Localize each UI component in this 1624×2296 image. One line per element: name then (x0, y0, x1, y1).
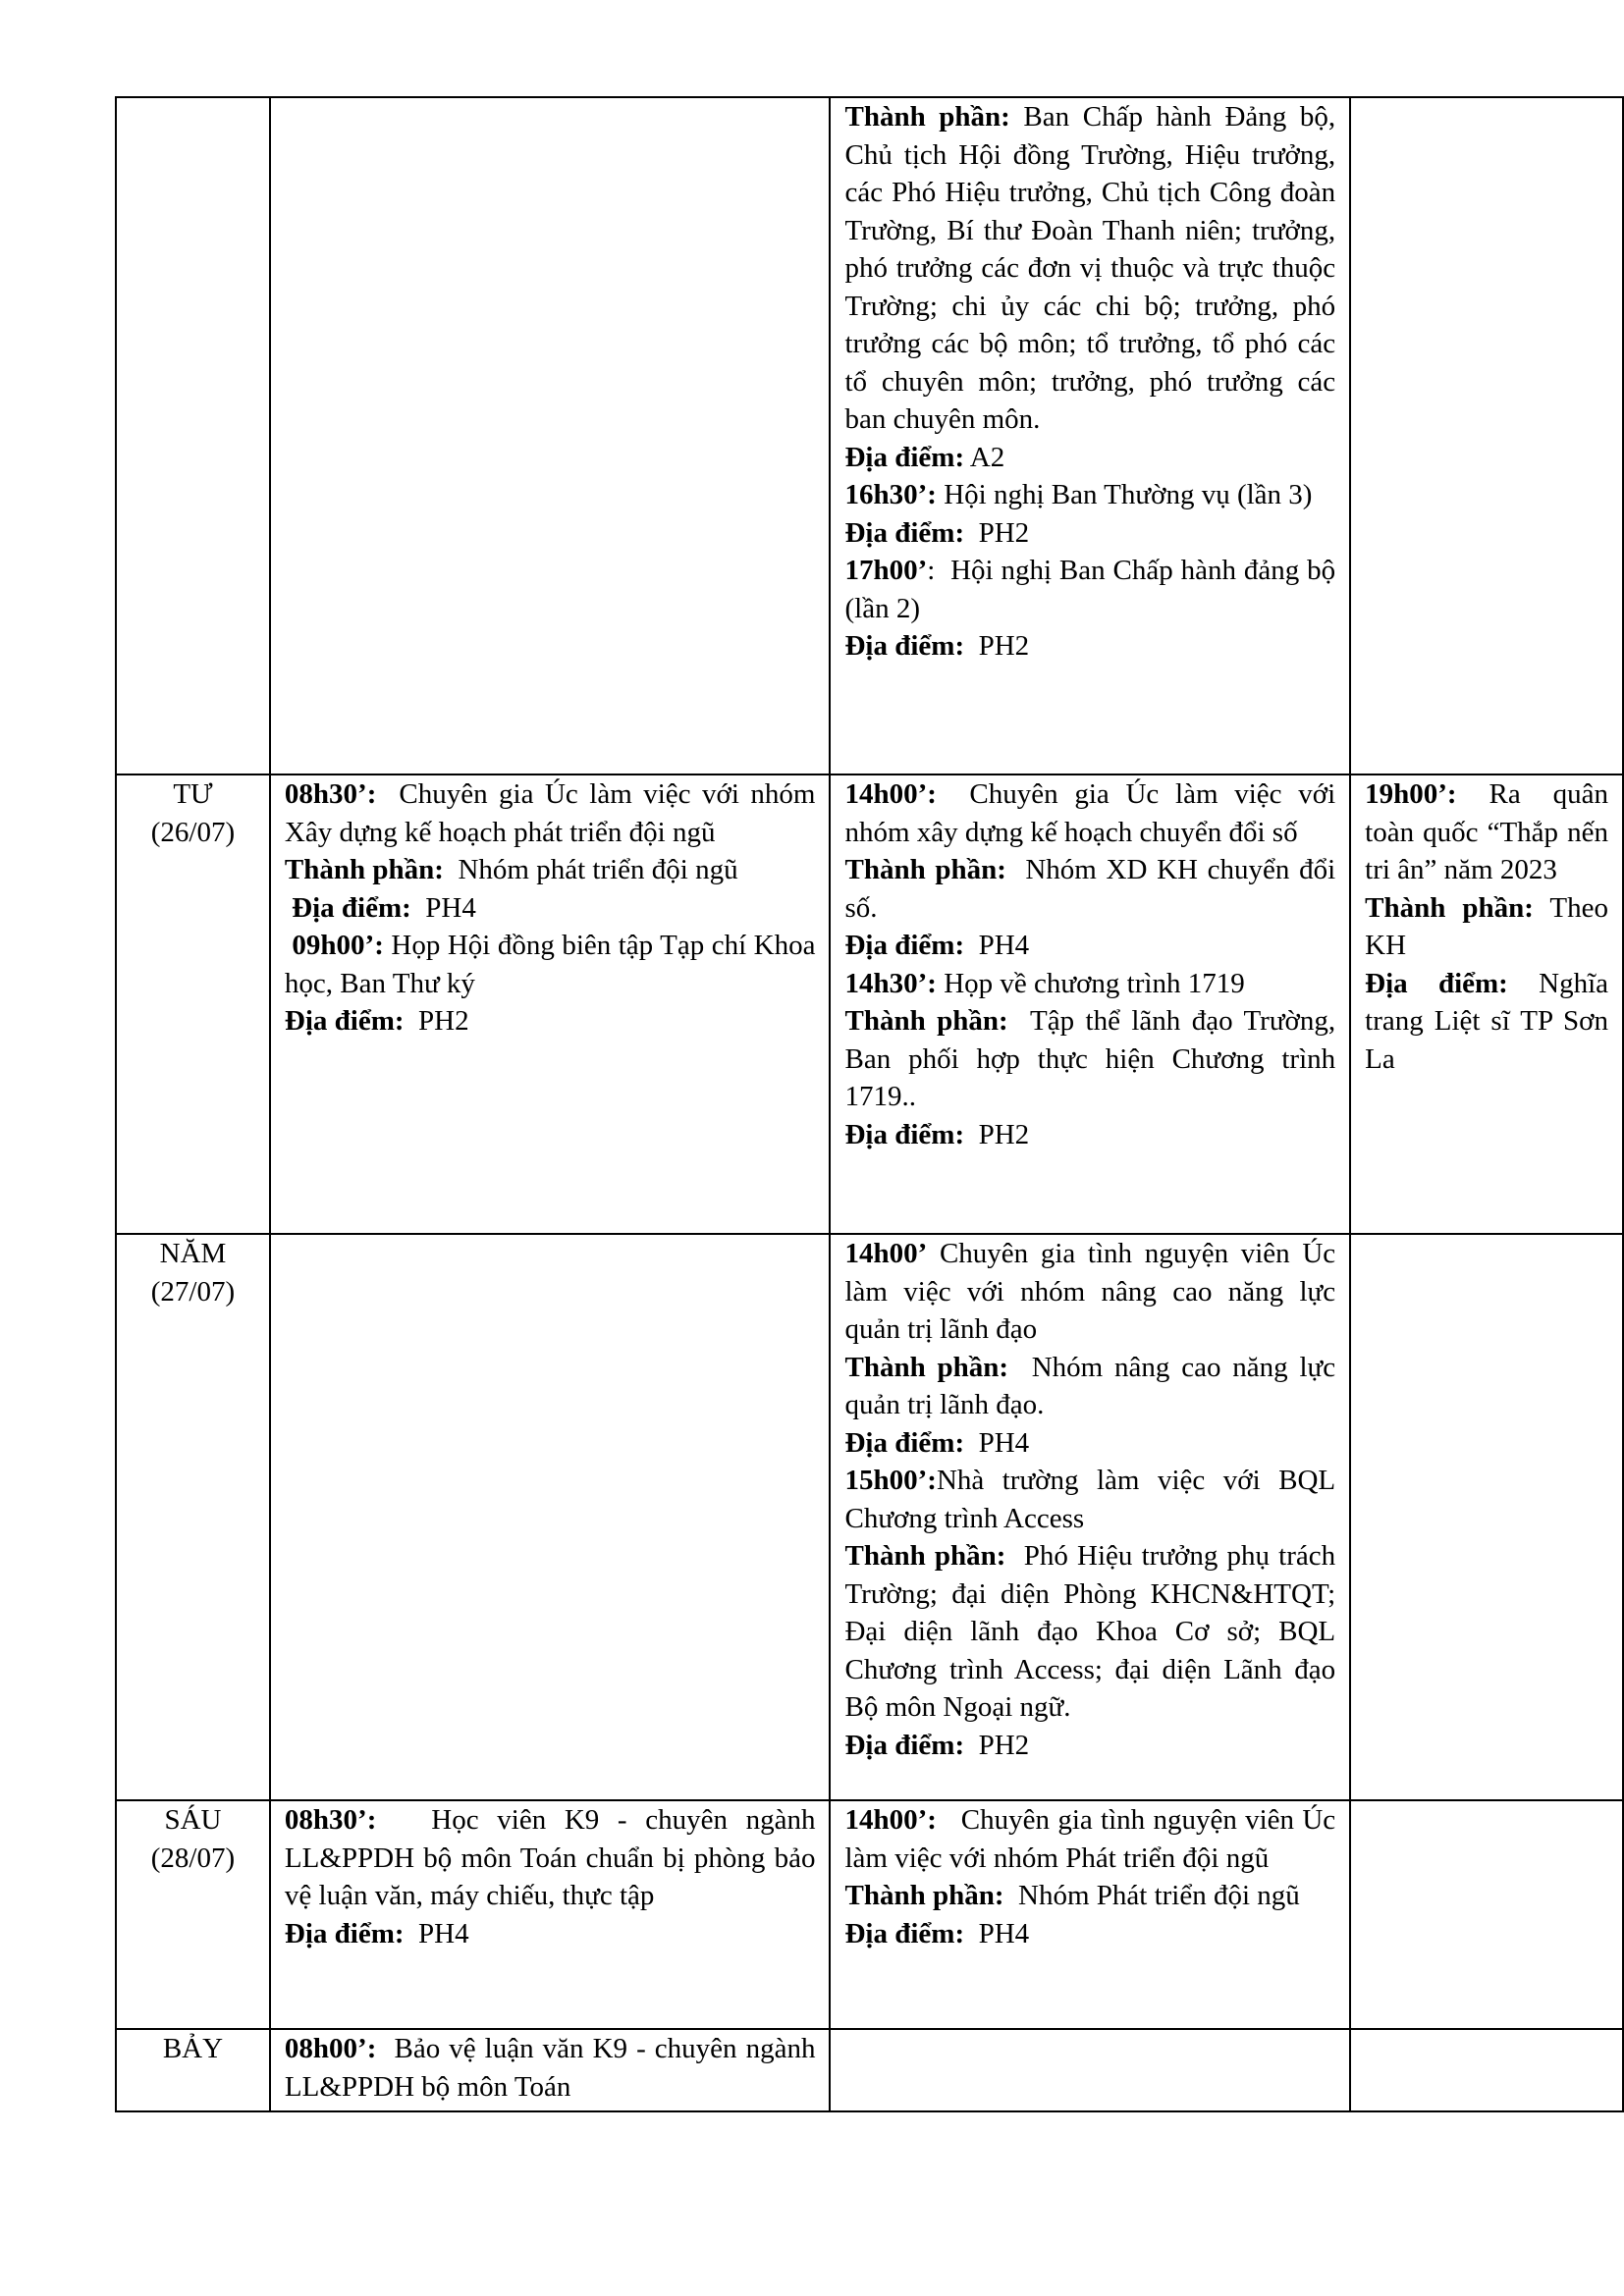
schedule-entry (284, 2030, 823, 2106)
entry-label: 08h00’: (284, 2033, 377, 2064)
entry-text: Chuyên gia tình nguyện viên Úc làm việc với nhóm Phát triển đội ngũ (844, 1804, 1343, 1874)
schedule-row-thursday (116, 1234, 1623, 1800)
entry-text: Chuyên gia Úc làm việc với nhóm xây dựng kế hoạch chuyển đổi số (844, 778, 1343, 848)
entry-label: Địa điểm: (844, 441, 965, 473)
schedule-row-friday (116, 1800, 1623, 2029)
entry-text: Hội nghị Ban Thường vụ (lần 3) (936, 479, 1313, 510)
afternoon-cell (830, 1234, 1350, 1800)
entry-label: Địa điểm: (844, 1917, 965, 1949)
schedule-entry (844, 851, 1343, 927)
day-cell (116, 97, 270, 774)
schedule-entry (844, 965, 1335, 1003)
day-date: (26/07) (150, 816, 236, 848)
schedule-entry (844, 439, 1335, 477)
schedule-entry (284, 775, 823, 851)
schedule-entry (844, 1424, 1335, 1463)
entry-label: Thành phần: (844, 1540, 1006, 1572)
schedule-entry (844, 1349, 1343, 1424)
afternoon-cell (830, 97, 1350, 774)
schedule-entry (1365, 889, 1616, 965)
entry-text: Theo KH (1365, 891, 1616, 961)
schedule-entry (285, 1002, 816, 1041)
entry-text: Phó Hiệu trưởng phụ trách Trường; đại diện Phòng KHCN&HTQT; Đại diện lãnh đạo Khoa Cơ sở; BQL Chương trình Access; đại diện Lãnh đạo Bộ môn Ngoại ngữ. (844, 1540, 1343, 1723)
schedule-entry (844, 1002, 1343, 1116)
entry-label: Thành phần: (284, 854, 444, 885)
entry-label: 08h30’: (284, 1804, 377, 1836)
entry-text: PH4 (410, 891, 476, 924)
schedule-entry (844, 514, 1335, 553)
entry-text: Học viên K9 - chuyên ngành LL&PPDH bộ môn Toán chuẩn bị phòng bảo vệ luận văn, máy chiếu, thực tập (284, 1804, 823, 1911)
schedule-entry (844, 1462, 1343, 1537)
entry-label: Thành phần: (844, 1005, 1008, 1037)
schedule-entry (284, 927, 823, 1002)
entry-text: PH4 (964, 1426, 1030, 1459)
entry-label: 19h00’: (1365, 778, 1457, 810)
schedule-entry (284, 1801, 823, 1915)
entry-label: Địa điểm: (844, 1118, 965, 1150)
entry-text: PH4 (964, 930, 1030, 961)
schedule-entry (1365, 775, 1616, 889)
day-cell (116, 1800, 270, 2029)
entry-label: 14h30’: (844, 967, 937, 999)
evening-cell (1350, 774, 1623, 1234)
entry-label: Thành phần: (1365, 891, 1534, 924)
schedule-entry (844, 1727, 1335, 1765)
schedule-entry (844, 1915, 1335, 1953)
schedule-entry (1365, 965, 1616, 1079)
evening-cell (1350, 2029, 1623, 2111)
entry-label: Địa điểm: (844, 1426, 965, 1459)
entry-label: Địa điểm: (844, 516, 965, 549)
schedule-entry (285, 889, 816, 928)
schedule-entry (844, 476, 1335, 514)
morning-cell (270, 1234, 831, 1800)
entry-label: Địa điểm: (284, 891, 411, 924)
entry-label: Thành phần: (844, 854, 1006, 885)
entry-label: 14h00’: (844, 778, 937, 810)
entry-text: Họp Hội đồng biên tập Tạp chí Khoa học, Ban Thư ký (284, 930, 823, 999)
entry-text: Nhóm phát triển đội ngũ (443, 854, 738, 885)
day-name: SÁU (164, 1804, 222, 1836)
entry-label: 14h00’ (844, 1238, 928, 1269)
entry-text: Chuyên gia tình nguyện viên Úc làm việc với nhóm nâng cao năng lực quản trị lãnh đạo (844, 1238, 1343, 1345)
entry-text: Ban Chấp hành Đảng bộ, Chủ tịch Hội đồng Trường, Hiệu trưởng, các Phó Hiệu trưởng, Chủ tịch Công đoàn Trường, Bí thư Đoàn Thanh niên; trưởng, phó trưởng các đơn vị thuộc và trực thuộc Trường; chi ủy các chi bộ; trưởng, phó trưởng các bộ môn; tổ trưởng, tổ phó các tổ chuyên môn; trưởng, phó trưởng các ban chuyên môn. (844, 101, 1343, 435)
entry-label: 09h00’: (284, 930, 384, 961)
schedule-entry (844, 775, 1343, 851)
entry-text: Bảo vệ luận văn K9 - chuyên ngành LL&PPDH bộ môn Toán (284, 2033, 823, 2103)
schedule-entry (844, 552, 1343, 627)
schedule-entry (844, 1537, 1343, 1727)
entry-text: PH2 (404, 1005, 469, 1037)
day-name: TƯ (173, 778, 213, 810)
entry-text: A2 (964, 441, 1005, 473)
entry-text: Nhà trường làm việc với BQL Chương trình Access (844, 1465, 1343, 1534)
entry-label: 16h30’: (844, 479, 937, 510)
morning-cell (270, 774, 831, 1234)
day-name: NĂM (159, 1238, 227, 1269)
schedule-entry (285, 1915, 816, 1953)
day-cell (116, 2029, 270, 2111)
day-cell (116, 1234, 270, 1800)
day-cell (116, 774, 270, 1234)
entry-text: Ra quân toàn quốc “Thắp nến tri ân” năm 2023 (1365, 778, 1616, 885)
entry-text: Chuyên gia Úc làm việc với nhóm Xây dựng kế hoạch phát triển đội ngũ (284, 778, 823, 848)
entry-text: PH2 (964, 516, 1030, 549)
entry-text: Nhóm Phát triển đội ngũ (1003, 1880, 1300, 1911)
entry-label: Địa điểm: (284, 1917, 405, 1949)
entry-text: PH2 (964, 630, 1030, 662)
entry-label: 15h00’: (844, 1465, 937, 1496)
afternoon-cell (830, 774, 1350, 1234)
entry-label: Địa điểm: (1365, 967, 1508, 999)
schedule-entry (844, 1801, 1343, 1877)
schedule-entry (844, 1235, 1343, 1349)
entry-text: PH4 (964, 1917, 1030, 1949)
schedule-entry (285, 851, 816, 889)
evening-cell (1350, 1234, 1623, 1800)
schedule-entry (844, 98, 1343, 439)
entry-label: Địa điểm: (844, 630, 965, 662)
entry-label: Địa điểm: (284, 1005, 405, 1037)
entry-text: PH4 (404, 1917, 469, 1949)
entry-text: PH2 (964, 1729, 1030, 1761)
entry-label: Địa điểm: (844, 930, 965, 961)
day-date: (28/07) (150, 1842, 236, 1874)
entry-text: Nghĩa trang Liệt sĩ TP Sơn La (1365, 967, 1616, 1075)
day-name: BẢY (162, 2033, 224, 2064)
afternoon-cell (830, 2029, 1350, 2111)
entry-label: Thành phần: (844, 1880, 1004, 1911)
entry-label: Thành phần: (844, 101, 1010, 133)
schedule-entry (844, 1877, 1335, 1915)
entry-label: Thành phần: (844, 1351, 1009, 1383)
day-date: (27/07) (150, 1275, 236, 1308)
entry-text: Nhóm XD KH chuyển đổi số. (844, 854, 1343, 924)
entry-text: Tập thể lãnh đạo Trường, Ban phối hợp thực hiện Chương trình 1719.. (844, 1005, 1343, 1112)
entry-label: 14h00’: (844, 1804, 937, 1836)
entry-text: PH2 (964, 1118, 1030, 1150)
afternoon-cell (830, 1800, 1350, 2029)
schedule-row-continued (116, 97, 1623, 774)
schedule-row-wednesday (116, 774, 1623, 1234)
schedule-row-saturday (116, 2029, 1623, 2111)
schedule-entry (844, 627, 1335, 666)
weekly-schedule-table (115, 96, 1624, 2112)
morning-cell (270, 1800, 831, 2029)
entry-text: Họp về chương trình 1719 (936, 967, 1245, 999)
entry-label: 08h30’: (284, 778, 377, 810)
morning-cell (270, 2029, 831, 2111)
morning-cell (270, 97, 831, 774)
entry-label: 17h00’ (844, 555, 928, 586)
entry-label: Địa điểm: (844, 1729, 965, 1761)
schedule-entry (844, 1116, 1335, 1154)
evening-cell (1350, 97, 1623, 774)
evening-cell (1350, 1800, 1623, 2029)
schedule-entry (844, 927, 1335, 965)
entry-text: : Hội nghị Ban Chấp hành đảng bộ (lần 2) (844, 555, 1343, 624)
entry-text: Nhóm nâng cao năng lực quản trị lãnh đạo. (844, 1351, 1343, 1420)
